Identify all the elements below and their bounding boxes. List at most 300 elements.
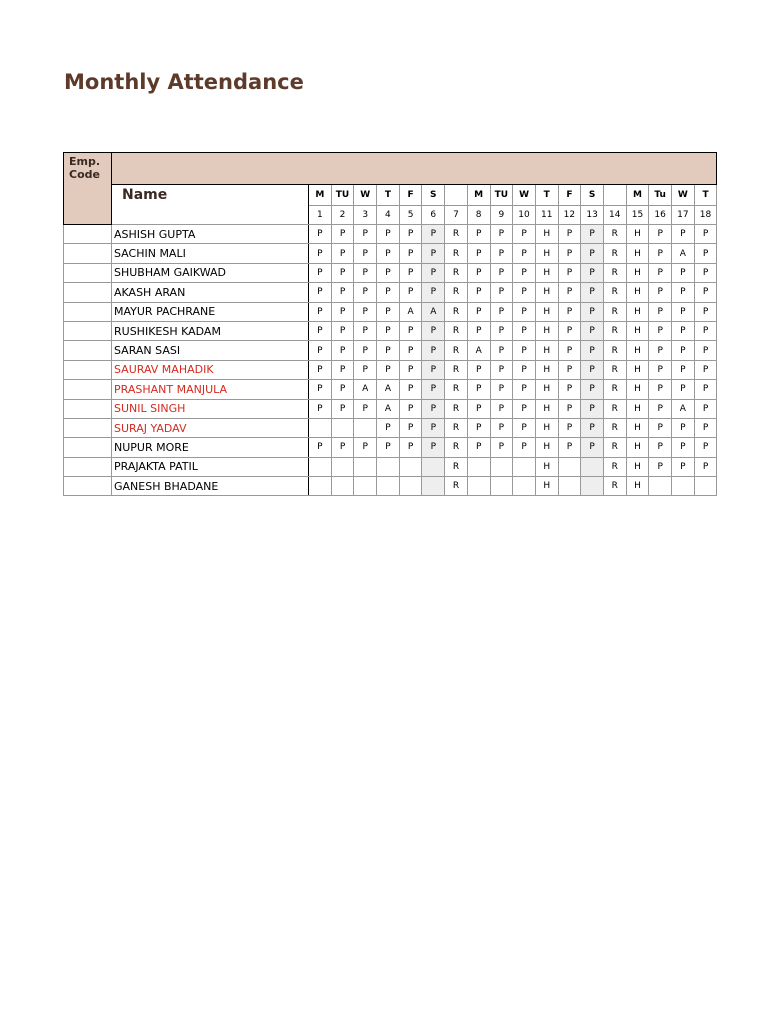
attendance-cell: P — [377, 438, 400, 457]
attendance-cell: P — [581, 418, 604, 437]
attendance-cell: H — [535, 477, 558, 496]
employee-name: SARAN SASI — [112, 341, 309, 360]
attendance-cell: P — [399, 360, 422, 379]
attendance-cell: P — [649, 341, 672, 360]
attendance-cell — [377, 457, 400, 476]
attendance-cell: R — [603, 283, 626, 302]
attendance-cell: P — [513, 438, 536, 457]
table-row — [64, 244, 717, 263]
attendance-cell: P — [377, 360, 400, 379]
attendance-cell: P — [490, 283, 513, 302]
day-of-week-label: M — [626, 185, 649, 206]
attendance-cell: P — [467, 399, 490, 418]
attendance-cell: R — [603, 341, 626, 360]
attendance-cell: A — [672, 244, 695, 263]
emp-code-cell — [64, 457, 112, 476]
day-of-week-label — [603, 185, 626, 206]
day-of-week-label: T — [377, 185, 400, 206]
attendance-cell: P — [558, 225, 581, 244]
attendance-cell: P — [331, 360, 354, 379]
table-row — [64, 225, 717, 244]
attendance-cell: P — [490, 438, 513, 457]
emp-code-cell — [64, 263, 112, 282]
table-row — [64, 399, 717, 418]
attendance-cell: P — [694, 263, 717, 282]
attendance-cell: R — [603, 399, 626, 418]
table-row — [64, 302, 717, 321]
attendance-cell: P — [399, 399, 422, 418]
attendance-cell: P — [331, 283, 354, 302]
attendance-cell: R — [445, 477, 468, 496]
attendance-cell: P — [467, 380, 490, 399]
attendance-cell: P — [513, 244, 536, 263]
attendance-cell: P — [467, 244, 490, 263]
attendance-cell: R — [603, 302, 626, 321]
attendance-cell: P — [331, 302, 354, 321]
attendance-cell: P — [422, 244, 445, 263]
day-of-week-label: W — [513, 185, 536, 206]
table-row — [64, 283, 717, 302]
attendance-cell — [399, 477, 422, 496]
employee-name: PRASHANT MANJULA — [112, 380, 309, 399]
day-number-label: 7 — [445, 206, 468, 225]
attendance-cell: A — [377, 399, 400, 418]
attendance-cell: P — [354, 360, 377, 379]
attendance-cell: P — [422, 438, 445, 457]
day-number-label: 6 — [422, 206, 445, 225]
attendance-cell: P — [558, 321, 581, 340]
attendance-cell: P — [399, 225, 422, 244]
day-of-week-label — [445, 185, 468, 206]
attendance-cell: H — [626, 399, 649, 418]
attendance-cell: P — [309, 380, 332, 399]
day-of-week-label: T — [694, 185, 717, 206]
attendance-cell: R — [445, 438, 468, 457]
attendance-cell: H — [535, 321, 558, 340]
attendance-cell: H — [626, 244, 649, 263]
table-row — [64, 360, 717, 379]
attendance-cell — [422, 477, 445, 496]
day-of-week-label: S — [581, 185, 604, 206]
attendance-cell: P — [513, 302, 536, 321]
attendance-cell: P — [399, 380, 422, 399]
attendance-cell: R — [445, 321, 468, 340]
attendance-cell: H — [626, 438, 649, 457]
attendance-cell — [354, 418, 377, 437]
attendance-cell: P — [399, 321, 422, 340]
attendance-cell: H — [535, 302, 558, 321]
attendance-cell: P — [331, 225, 354, 244]
attendance-cell: H — [626, 418, 649, 437]
attendance-cell: P — [672, 283, 695, 302]
attendance-cell: R — [603, 225, 626, 244]
day-number-label: 4 — [377, 206, 400, 225]
attendance-cell: P — [558, 360, 581, 379]
attendance-cell: P — [490, 418, 513, 437]
attendance-cell: R — [603, 438, 626, 457]
attendance-cell: H — [626, 477, 649, 496]
attendance-cell: P — [309, 244, 332, 263]
attendance-cell: P — [399, 244, 422, 263]
attendance-cell: P — [558, 438, 581, 457]
day-of-week-label: W — [354, 185, 377, 206]
attendance-cell: P — [649, 302, 672, 321]
attendance-cell: P — [694, 418, 717, 437]
attendance-cell — [399, 457, 422, 476]
attendance-cell: H — [626, 263, 649, 282]
attendance-cell: R — [445, 341, 468, 360]
day-of-week-label: F — [558, 185, 581, 206]
attendance-cell: A — [672, 399, 695, 418]
attendance-cell: P — [672, 438, 695, 457]
attendance-cell: P — [649, 418, 672, 437]
employee-name: SACHIN MALI — [112, 244, 309, 263]
attendance-cell: P — [354, 438, 377, 457]
attendance-cell — [354, 457, 377, 476]
day-of-week-label: T — [535, 185, 558, 206]
day-number-label: 16 — [649, 206, 672, 225]
attendance-cell: P — [309, 399, 332, 418]
table-row — [64, 457, 717, 476]
attendance-cell: P — [331, 244, 354, 263]
days-of-week-row — [64, 185, 717, 206]
attendance-cell: H — [626, 380, 649, 399]
attendance-cell — [309, 418, 332, 437]
attendance-cell: P — [377, 225, 400, 244]
attendance-cell: P — [490, 302, 513, 321]
attendance-cell: R — [603, 360, 626, 379]
attendance-cell: H — [535, 225, 558, 244]
attendance-cell: P — [467, 302, 490, 321]
page-title: Monthly Attendance — [64, 70, 304, 94]
attendance-cell: P — [377, 341, 400, 360]
emp-code-cell — [64, 283, 112, 302]
attendance-cell: P — [377, 244, 400, 263]
attendance-cell — [694, 477, 717, 496]
attendance-cell: P — [694, 283, 717, 302]
attendance-cell: P — [422, 380, 445, 399]
attendance-cell: P — [490, 399, 513, 418]
attendance-cell: P — [558, 399, 581, 418]
attendance-cell: P — [672, 321, 695, 340]
employee-name: RUSHIKESH KADAM — [112, 321, 309, 340]
attendance-cell: P — [558, 302, 581, 321]
attendance-cell — [354, 477, 377, 496]
day-of-week-label: TU — [490, 185, 513, 206]
table-row — [64, 321, 717, 340]
attendance-cell: P — [399, 418, 422, 437]
attendance-cell: A — [399, 302, 422, 321]
attendance-cell — [649, 477, 672, 496]
employee-name: SHUBHAM GAIKWAD — [112, 263, 309, 282]
attendance-cell: P — [467, 283, 490, 302]
attendance-cell: A — [377, 380, 400, 399]
attendance-cell — [513, 457, 536, 476]
day-number-label: 2 — [331, 206, 354, 225]
attendance-cell: P — [422, 283, 445, 302]
table-row — [64, 438, 717, 457]
attendance-cell: P — [490, 263, 513, 282]
attendance-cell: P — [649, 380, 672, 399]
attendance-cell: P — [558, 263, 581, 282]
attendance-cell: P — [672, 341, 695, 360]
day-number-label: 11 — [535, 206, 558, 225]
attendance-cell: P — [672, 457, 695, 476]
attendance-cell: P — [331, 399, 354, 418]
attendance-cell: P — [422, 321, 445, 340]
emp-code-cell — [64, 399, 112, 418]
emp-code-cell — [64, 321, 112, 340]
attendance-cell: P — [581, 321, 604, 340]
attendance-cell: A — [422, 302, 445, 321]
attendance-cell: P — [309, 225, 332, 244]
attendance-cell: P — [309, 438, 332, 457]
attendance-cell: P — [422, 341, 445, 360]
attendance-cell: P — [649, 438, 672, 457]
attendance-cell: R — [603, 263, 626, 282]
attendance-cell: P — [354, 321, 377, 340]
emp-code-cell — [64, 302, 112, 321]
attendance-cell — [558, 477, 581, 496]
attendance-cell: P — [490, 360, 513, 379]
attendance-cell: P — [672, 302, 695, 321]
attendance-cell: H — [626, 321, 649, 340]
attendance-cell — [581, 477, 604, 496]
attendance-cell: P — [309, 283, 332, 302]
attendance-cell: R — [445, 399, 468, 418]
day-number-label: 8 — [467, 206, 490, 225]
employee-name: AKASH ARAN — [112, 283, 309, 302]
attendance-cell — [490, 457, 513, 476]
attendance-cell: P — [422, 225, 445, 244]
attendance-cell — [331, 457, 354, 476]
attendance-cell: P — [581, 263, 604, 282]
attendance-cell: P — [694, 380, 717, 399]
attendance-cell: H — [535, 263, 558, 282]
attendance-cell: R — [603, 457, 626, 476]
attendance-cell — [467, 477, 490, 496]
attendance-cell — [672, 477, 695, 496]
attendance-cell: P — [649, 263, 672, 282]
attendance-cell: P — [581, 380, 604, 399]
day-of-week-label: Tu — [649, 185, 672, 206]
attendance-cell: P — [581, 438, 604, 457]
attendance-cell — [513, 477, 536, 496]
attendance-cell: R — [445, 457, 468, 476]
day-number-label: 3 — [354, 206, 377, 225]
attendance-cell: H — [626, 457, 649, 476]
attendance-cell: P — [331, 263, 354, 282]
attendance-cell: P — [309, 263, 332, 282]
attendance-cell: P — [558, 341, 581, 360]
table-row — [64, 418, 717, 437]
attendance-cell: P — [467, 321, 490, 340]
attendance-cell: P — [354, 225, 377, 244]
day-number-label: 10 — [513, 206, 536, 225]
attendance-cell: R — [445, 302, 468, 321]
table-row — [64, 380, 717, 399]
attendance-cell — [331, 418, 354, 437]
day-number-label: 5 — [399, 206, 422, 225]
attendance-cell: P — [513, 321, 536, 340]
attendance-cell: P — [513, 418, 536, 437]
attendance-cell: P — [694, 302, 717, 321]
attendance-cell: P — [399, 283, 422, 302]
day-of-week-label: M — [309, 185, 332, 206]
attendance-cell: P — [377, 418, 400, 437]
attendance-cell: P — [513, 263, 536, 282]
attendance-cell: P — [694, 225, 717, 244]
attendance-cell: P — [513, 399, 536, 418]
attendance-cell: P — [490, 225, 513, 244]
attendance-cell: P — [558, 418, 581, 437]
attendance-cell: R — [603, 321, 626, 340]
emp-code-header: Emp. Code — [64, 153, 112, 225]
attendance-cell: R — [445, 380, 468, 399]
attendance-cell: P — [649, 225, 672, 244]
attendance-cell: P — [467, 418, 490, 437]
attendance-cell — [467, 457, 490, 476]
attendance-cell: P — [558, 380, 581, 399]
emp-code-cell — [64, 418, 112, 437]
attendance-cell: A — [354, 380, 377, 399]
attendance-cell: P — [399, 341, 422, 360]
emp-code-cell — [64, 477, 112, 496]
table-row — [64, 477, 717, 496]
attendance-cell: R — [445, 418, 468, 437]
attendance-cell: P — [694, 244, 717, 263]
header-band — [64, 153, 717, 185]
attendance-cell: P — [581, 399, 604, 418]
emp-code-cell — [64, 244, 112, 263]
attendance-cell: P — [377, 283, 400, 302]
attendance-cell: H — [535, 360, 558, 379]
attendance-cell: H — [626, 225, 649, 244]
attendance-cell — [558, 457, 581, 476]
attendance-cell: P — [309, 341, 332, 360]
attendance-cell: P — [309, 321, 332, 340]
attendance-cell: P — [513, 341, 536, 360]
attendance-cell: P — [694, 457, 717, 476]
attendance-cell: P — [399, 263, 422, 282]
attendance-cell: P — [558, 244, 581, 263]
attendance-cell: P — [581, 341, 604, 360]
attendance-table — [63, 152, 717, 496]
attendance-cell — [422, 457, 445, 476]
attendance-cell: R — [603, 244, 626, 263]
header-fill — [112, 153, 717, 185]
emp-code-cell — [64, 360, 112, 379]
day-number-label: 14 — [603, 206, 626, 225]
attendance-cell: P — [490, 341, 513, 360]
attendance-cell: H — [626, 341, 649, 360]
attendance-cell: P — [490, 321, 513, 340]
attendance-cell: P — [467, 225, 490, 244]
attendance-cell: H — [535, 283, 558, 302]
attendance-cell: H — [535, 457, 558, 476]
attendance-cell: P — [377, 263, 400, 282]
attendance-cell — [581, 457, 604, 476]
attendance-cell: P — [331, 321, 354, 340]
attendance-cell: P — [490, 244, 513, 263]
emp-code-cell — [64, 380, 112, 399]
employee-name: ASHISH GUPTA — [112, 225, 309, 244]
attendance-cell: P — [581, 302, 604, 321]
attendance-cell: P — [672, 418, 695, 437]
attendance-cell: P — [513, 380, 536, 399]
attendance-cell: P — [694, 399, 717, 418]
attendance-cell: R — [603, 418, 626, 437]
day-number-label: 12 — [558, 206, 581, 225]
employee-name: SAURAV MAHADIK — [112, 360, 309, 379]
attendance-cell: P — [694, 438, 717, 457]
attendance-cell: P — [649, 283, 672, 302]
attendance-cell: P — [377, 302, 400, 321]
employee-name: SURAJ YADAV — [112, 418, 309, 437]
attendance-cell — [309, 457, 332, 476]
attendance-cell: P — [581, 225, 604, 244]
attendance-cell: P — [672, 225, 695, 244]
attendance-cell: P — [467, 263, 490, 282]
attendance-cell: P — [581, 244, 604, 263]
attendance-cell: H — [626, 360, 649, 379]
attendance-cell: P — [672, 263, 695, 282]
table-row — [64, 341, 717, 360]
attendance-cell: P — [467, 360, 490, 379]
attendance-cell: H — [535, 399, 558, 418]
attendance-cell: P — [354, 341, 377, 360]
attendance-cell: R — [603, 380, 626, 399]
day-of-week-label: S — [422, 185, 445, 206]
name-header: Name — [112, 185, 309, 225]
attendance-cell — [490, 477, 513, 496]
attendance-table-wrapper — [63, 152, 717, 496]
day-of-week-label: F — [399, 185, 422, 206]
attendance-cell: P — [309, 302, 332, 321]
day-of-week-label: M — [467, 185, 490, 206]
attendance-cell: P — [649, 457, 672, 476]
attendance-cell: P — [649, 399, 672, 418]
attendance-cell: P — [467, 438, 490, 457]
attendance-cell: P — [513, 360, 536, 379]
day-number-label: 17 — [672, 206, 695, 225]
emp-code-cell — [64, 438, 112, 457]
day-of-week-label: W — [672, 185, 695, 206]
attendance-cell: P — [513, 225, 536, 244]
attendance-cell: H — [626, 302, 649, 321]
attendance-cell: P — [513, 283, 536, 302]
attendance-cell: R — [445, 283, 468, 302]
attendance-cell: P — [399, 438, 422, 457]
attendance-cell: R — [445, 225, 468, 244]
attendance-cell: P — [558, 283, 581, 302]
attendance-cell: P — [422, 399, 445, 418]
attendance-cell: A — [467, 341, 490, 360]
attendance-cell: P — [331, 380, 354, 399]
attendance-cell: P — [422, 263, 445, 282]
attendance-cell: P — [377, 321, 400, 340]
attendance-cell: R — [603, 477, 626, 496]
employee-name: MAYUR PACHRANE — [112, 302, 309, 321]
employee-name: PRAJAKTA PATIL — [112, 457, 309, 476]
attendance-cell: R — [445, 244, 468, 263]
attendance-cell: H — [535, 244, 558, 263]
employee-name: NUPUR MORE — [112, 438, 309, 457]
attendance-cell: P — [309, 360, 332, 379]
attendance-cell: P — [354, 302, 377, 321]
attendance-cell: P — [354, 263, 377, 282]
attendance-cell — [309, 477, 332, 496]
